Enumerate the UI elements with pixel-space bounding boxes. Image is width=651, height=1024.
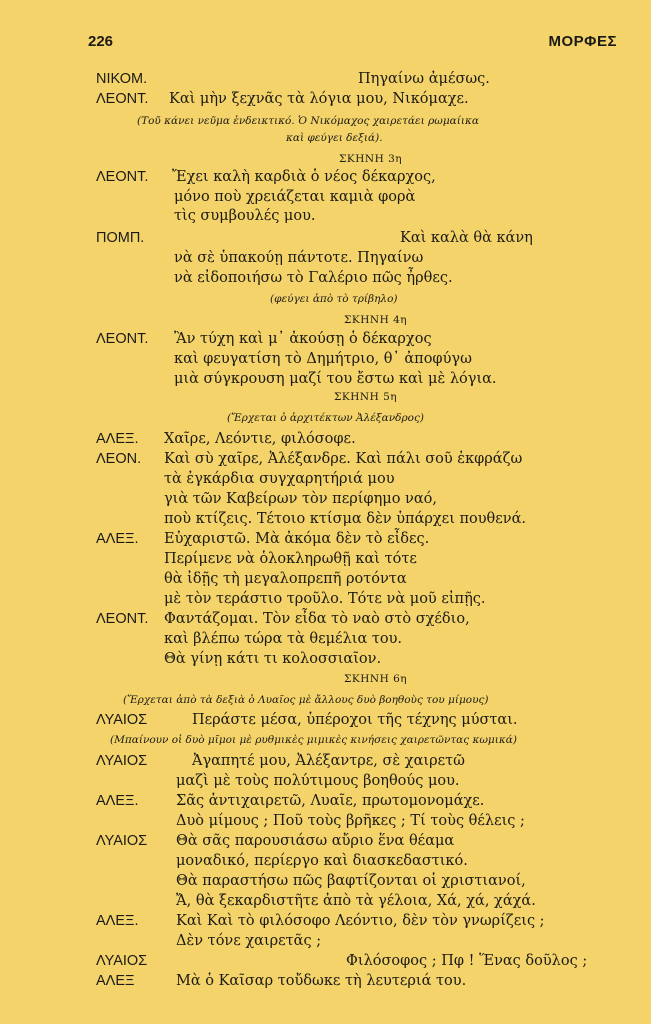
scene-heading: ΣΚΗΝΗ 4η (344, 314, 408, 326)
speaker-label: ΑΛΕΞ. (96, 913, 139, 929)
dialogue-line: Καὶ καλὰ θὰ κάνη (400, 230, 533, 246)
speaker-label: ΛΥΑΙΟΣ (96, 953, 148, 969)
scene-heading: ΣΚΗΝΗ 3η (339, 153, 403, 165)
dialogue-continuation: μαζὶ μὲ τοὺς πολύτιμους βοηθούς μου. (176, 773, 460, 789)
stage-direction: καὶ φεύγει δεξιά). (286, 132, 383, 144)
stage-direction: (Μπαίνουν οἱ δυὸ μῖμοι μὲ ρυθμικὲς μιμικὲς κινήσεις χαιρετῶντας κωμικά) (110, 734, 517, 746)
dialogue-line: Φαντάζομαι. Τὸν εἶδα τὸ ναὸ στὸ σχέδιο, (164, 611, 470, 627)
speaker-label: ΝΙΚΟΜ. (96, 71, 148, 87)
dialogue-line: Καὶ Καὶ τὸ φιλόσοφο Λεόντιο, δὲν τὸν γνωρίζεις ; (176, 913, 545, 929)
dialogue-continuation: μοναδικό, περίεργο καὶ διασκεδαστικό. (176, 853, 468, 869)
speaker-label: ΛΥΑΙΟΣ (96, 833, 148, 849)
dialogue-continuation: τὶς συμβουλές μου. (174, 208, 316, 224)
speaker-label: ΛΥΑΙΟΣ (96, 712, 148, 728)
dialogue-line: Καὶ μὴν ξεχνᾶς τὰ λόγια μου, Νικόμαχε. (169, 91, 469, 107)
speaker-label: ΠΟΜΠ. (96, 230, 145, 246)
dialogue-continuation: Θὰ γίνῃ κάτι τι κολοσσιαῖον. (164, 651, 382, 667)
stage-direction: (Τοῦ κάνει νεῦμα ἐνδεικτικό. Ὁ Νικόμαχος χαιρετάει ρωμαίικα (137, 115, 479, 127)
dialogue-line: Μὰ ὁ Καῖσαρ τοὔδωκε τὴ λευτεριά του. (176, 973, 467, 989)
dialogue-continuation: Ἄ, θὰ ξεκαρδιστῆτε ἀπὸ τὰ γέλοια, Χά, χά, χάχά. (176, 893, 536, 909)
dialogue-continuation: Δὲν τόνε χαιρετᾶς ; (176, 933, 322, 949)
dialogue-continuation: ποὺ κτίζεις. Τέτοιο κτίσμα δὲν ὑπάρχει πουθενά. (164, 511, 527, 527)
dialogue-continuation: νὰ σὲ ὑπακούῃ πάντοτε. Πηγαίνω (174, 250, 424, 266)
dialogue-line: Εὐχαριστῶ. Μὰ ἀκόμα δὲν τὸ εἶδες. (164, 531, 430, 547)
dialogue-line: Περάστε μέσα, ὑπέροχοι τῆς τέχνης μύσται. (192, 712, 518, 728)
dialogue-line: Σᾶς ἀντιχαιρετῶ, Λυαῖε, πρωτομονομάχε. (176, 793, 485, 809)
speaker-label: ΛΕΟΝ. (96, 451, 142, 467)
stage-direction: (Ἔρχεται ἀπὸ τὰ δεξιὰ ὁ Λυαῖος μὲ ἄλλους δυὸ βοηθοὺς του μίμους) (123, 694, 489, 706)
dialogue-continuation: νὰ εἰδοποιήσω τὸ Γαλέριο πῶς ἦρθες. (174, 270, 453, 286)
speaker-label: ΑΛΕΞ. (96, 531, 139, 547)
dialogue-continuation: γιὰ τῶν Καβείρων τὸν περίφημο ναό, (164, 491, 437, 507)
dialogue-line: Ἔχει καλὴ καρδιὰ ὁ νέος δέκαρχος, (172, 169, 436, 185)
scene-heading: ΣΚΗΝΗ 6η (344, 673, 408, 685)
dialogue-line: Ἀγαπητέ μου, Ἀλέξαντρε, σὲ χαιρετῶ (192, 753, 465, 769)
dialogue-continuation: καὶ βλέπω τώρα τὰ θεμέλια του. (164, 631, 403, 647)
dialogue-continuation: τὰ ἐγκάρδια συγχαρητήριά μου (164, 471, 395, 487)
scene-heading: ΣΚΗΝΗ 5η (334, 391, 398, 403)
book-title: ΜΟΡΦΕΣ (548, 33, 617, 50)
dialogue-line: Καὶ σὺ χαῖρε, Ἀλέξανδρε. Καὶ πάλι σοῦ ἐκφράζω (164, 451, 523, 467)
speaker-label: ΑΛΕΞ. (96, 431, 139, 447)
speaker-label: ΛΕΟΝΤ. (96, 611, 149, 627)
speaker-label: ΑΛΕΞ (96, 973, 135, 989)
dialogue-continuation: μιὰ σύγκρουση μαζί του ἔστω καὶ μὲ λόγια. (174, 371, 497, 387)
dialogue-line: Χαῖρε, Λεόντιε, φιλόσοφε. (164, 431, 356, 447)
dialogue-continuation: θὰ ἰδῇς τὴ μεγαλοπρεπῆ ροτόντα (164, 571, 407, 587)
stage-direction: (Ἔρχεται ὁ ἀρχιτέκτων Ἀλέξανδρος) (227, 412, 424, 424)
page-number: 226 (88, 33, 114, 50)
dialogue-line: Ἂν τύχη καὶ μ᾿ ἀκούσῃ ὁ δέκαρχος (174, 331, 432, 347)
dialogue-line: Θὰ σᾶς παρουσιάσω αὔριο ἕνα θέαμα (176, 833, 455, 849)
dialogue-continuation: καὶ φευγατίση τὸ Δημήτριο, θ᾿ ἀποφύγω (174, 351, 472, 367)
speaker-label: ΛΕΟΝΤ. (96, 331, 149, 347)
speaker-label: ΑΛΕΞ. (96, 793, 139, 809)
speaker-label: ΛΕΟΝΤ. (96, 169, 149, 185)
dialogue-continuation: Περίμενε νὰ ὁλοκληρωθῇ καὶ τότε (164, 551, 417, 567)
speaker-label: ΛΕΟΝΤ. (96, 91, 149, 107)
dialogue-continuation: μὲ τὸν τεράστιο τροῦλο. Τότε νὰ μοῦ εἰπῇς. (164, 591, 486, 607)
dialogue-continuation: Δυὸ μίμους ; Ποῦ τοὺς βρῆκες ; Τί τοὺς θέλεις ; (176, 813, 525, 829)
dialogue-line: Πηγαίνω ἀμέσως. (358, 71, 490, 87)
speaker-label: ΛΥΑΙΟΣ (96, 753, 148, 769)
dialogue-continuation: Θὰ παραστήσω πῶς βαφτίζονται οἱ χριστιανοί, (176, 873, 526, 889)
dialogue-line: Φιλόσοφος ; Πφ ! Ἕνας δοῦλος ; (346, 953, 588, 969)
dialogue-continuation: μόνο ποὺ χρειάζεται καμιὰ φορὰ (174, 189, 416, 205)
stage-direction: (φεύγει ἀπὸ τὸ τρίβηλο) (270, 293, 398, 305)
